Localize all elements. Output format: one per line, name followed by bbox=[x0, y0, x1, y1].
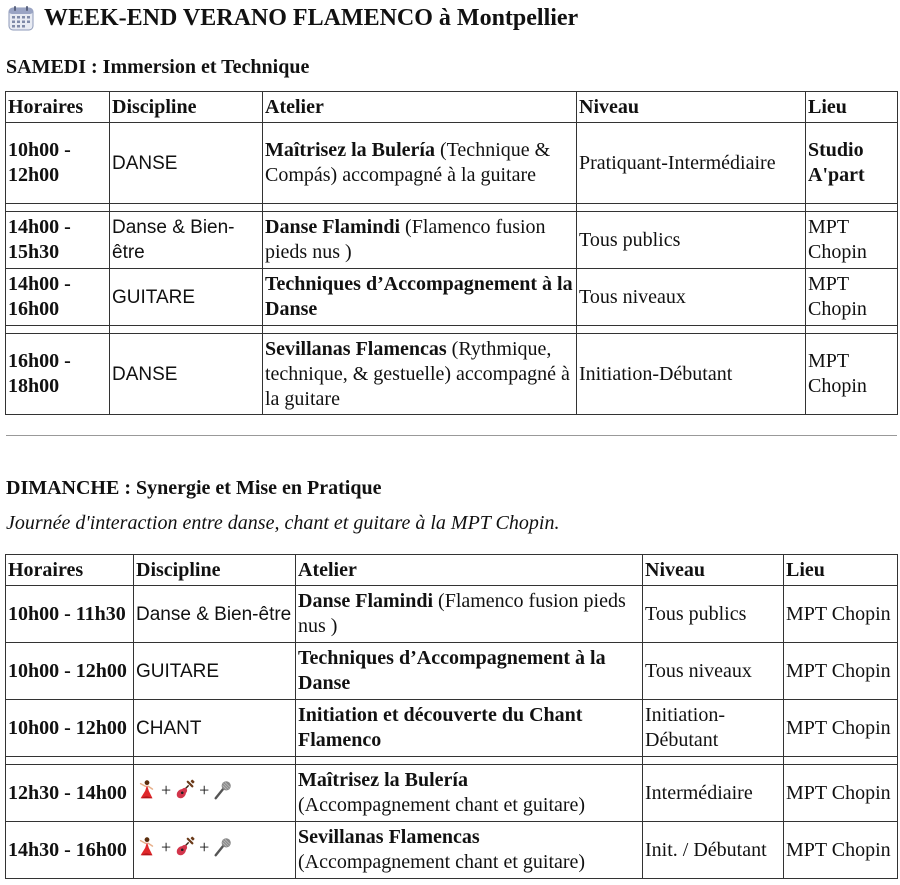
lieu-cell: MPT Chopin bbox=[806, 212, 898, 269]
atelier-detail: (Rythmique, technique, & gestuelle) accompagné à la guitare bbox=[265, 337, 570, 410]
table-row bbox=[6, 700, 898, 757]
atelier-detail: (Accompagnement chant et guitare) bbox=[298, 851, 586, 873]
table-row bbox=[6, 765, 898, 822]
dancer-icon bbox=[136, 836, 158, 858]
niveau-cell: Initiation-Débutant bbox=[577, 334, 806, 415]
atelier-cell: Techniques d’Accompagnement à la Danse bbox=[263, 269, 577, 326]
lieu-cell: MPT Chopin bbox=[784, 700, 898, 757]
sunday-intro: Journée d'interaction entre danse, chant et guitare à la MPT Chopin. bbox=[6, 512, 560, 534]
niveau-cell: Tous publics bbox=[577, 212, 806, 269]
atelier-detail: (Flamenco fusion pieds nus ) bbox=[265, 216, 546, 263]
time-cell: 14h00 - 16h00 bbox=[6, 269, 110, 326]
discipline-cell bbox=[134, 765, 296, 822]
separator-row bbox=[6, 204, 898, 212]
niveau-cell: Tous niveaux bbox=[577, 269, 806, 326]
table-row bbox=[6, 212, 898, 269]
plus-sign: + bbox=[161, 836, 172, 857]
discipline-cell: CHANT bbox=[134, 700, 296, 757]
atelier-detail: (Flamenco fusion pieds nus ) bbox=[298, 590, 626, 637]
header-lieu: Lieu bbox=[806, 92, 898, 123]
lieu-cell: MPT Chopin bbox=[806, 269, 898, 326]
atelier-detail: (Accompagnement chant et guitare) bbox=[298, 794, 586, 816]
title-text: WEEK-END VERANO FLAMENCO à Montpellier bbox=[44, 4, 579, 31]
atelier-cell bbox=[263, 334, 577, 415]
discipline-cell: GUITARE bbox=[134, 643, 296, 700]
niveau-cell: Init. / Débutant bbox=[643, 822, 784, 879]
table-header-row bbox=[6, 555, 898, 586]
guitar-icon bbox=[174, 836, 196, 858]
atelier-cell bbox=[296, 586, 643, 643]
discipline-cell: DANSE bbox=[110, 123, 263, 204]
atelier-title: Danse Flamindi bbox=[265, 216, 401, 238]
niveau-cell: Tous niveaux bbox=[643, 643, 784, 700]
lieu-cell: Studio A'part bbox=[806, 123, 898, 204]
time-cell: 10h00 - 12h00 bbox=[6, 643, 134, 700]
lieu-cell: MPT Chopin bbox=[806, 334, 898, 415]
lieu-cell: MPT Chopin bbox=[784, 643, 898, 700]
atelier-title: Maîtrisez la Bulería bbox=[265, 139, 435, 161]
header-horaires: Horaires bbox=[6, 92, 110, 123]
lieu-cell: MPT Chopin bbox=[784, 586, 898, 643]
atelier-cell bbox=[263, 123, 577, 204]
atelier-title: Sevillanas Flamencas bbox=[298, 826, 480, 848]
separator-row bbox=[6, 326, 898, 334]
calendar-icon bbox=[8, 5, 34, 31]
discipline-cell: DANSE bbox=[110, 334, 263, 415]
time-cell: 10h00 - 12h00 bbox=[6, 700, 134, 757]
plus-sign: + bbox=[199, 836, 210, 857]
separator-row bbox=[6, 757, 898, 765]
table-row bbox=[6, 643, 898, 700]
discipline-cell: GUITARE bbox=[110, 269, 263, 326]
atelier-title: Danse Flamindi bbox=[298, 590, 434, 612]
table-row bbox=[6, 586, 898, 643]
sunday-heading: DIMANCHE : Synergie et Mise en Pratique bbox=[6, 477, 382, 499]
discipline-cell: Danse & Bien-être bbox=[110, 212, 263, 269]
time-cell: 14h30 - 16h00 bbox=[6, 822, 134, 879]
atelier-cell: Initiation et découverte du Chant Flamenco bbox=[296, 700, 643, 757]
saturday-table bbox=[5, 91, 898, 415]
atelier-title: Maîtrisez la Bulería bbox=[298, 769, 468, 791]
time-cell: 12h30 - 14h00 bbox=[6, 765, 134, 822]
lieu-cell: MPT Chopin bbox=[784, 822, 898, 879]
microphone-icon bbox=[212, 836, 234, 858]
table-row bbox=[6, 123, 898, 204]
page-title bbox=[8, 3, 578, 33]
atelier-cell bbox=[263, 212, 577, 269]
sunday-table bbox=[5, 554, 898, 879]
plus-sign: + bbox=[199, 779, 210, 800]
table-row bbox=[6, 822, 898, 879]
time-cell: 10h00 - 11h30 bbox=[6, 586, 134, 643]
niveau-cell: Intermédiaire bbox=[643, 765, 784, 822]
header-atelier: Atelier bbox=[263, 92, 577, 123]
header-atelier: Atelier bbox=[296, 555, 643, 586]
time-cell: 16h00 - 18h00 bbox=[6, 334, 110, 415]
saturday-heading: SAMEDI : Immersion et Technique bbox=[6, 56, 310, 78]
atelier-title: Sevillanas Flamencas bbox=[265, 337, 447, 360]
header-discipline: Discipline bbox=[110, 92, 263, 123]
table-row bbox=[6, 269, 898, 326]
atelier-detail: (Technique & Compás) accompagné à la guitare bbox=[265, 139, 551, 186]
niveau-cell: Pratiquant-Intermédiaire bbox=[577, 123, 806, 204]
atelier-cell: Techniques d’Accompagnement à la Danse bbox=[296, 643, 643, 700]
time-cell: 14h00 - 15h30 bbox=[6, 212, 110, 269]
lieu-cell: MPT Chopin bbox=[784, 765, 898, 822]
niveau-cell: Tous publics bbox=[643, 586, 784, 643]
atelier-cell bbox=[296, 822, 643, 879]
section-divider bbox=[6, 435, 897, 436]
discipline-cell bbox=[134, 822, 296, 879]
header-niveau: Niveau bbox=[643, 555, 784, 586]
discipline-cell: Danse & Bien-être bbox=[134, 586, 296, 643]
niveau-cell: Initiation-Débutant bbox=[643, 700, 784, 757]
header-discipline: Discipline bbox=[134, 555, 296, 586]
plus-sign: + bbox=[161, 779, 172, 800]
microphone-icon bbox=[212, 779, 234, 801]
header-horaires: Horaires bbox=[6, 555, 134, 586]
table-header-row bbox=[6, 92, 898, 123]
guitar-icon bbox=[174, 779, 196, 801]
time-cell: 10h00 - 12h00 bbox=[6, 123, 110, 204]
header-lieu: Lieu bbox=[784, 555, 898, 586]
dancer-icon bbox=[136, 779, 158, 801]
header-niveau: Niveau bbox=[577, 92, 806, 123]
table-row bbox=[6, 334, 898, 415]
atelier-cell bbox=[296, 765, 643, 822]
